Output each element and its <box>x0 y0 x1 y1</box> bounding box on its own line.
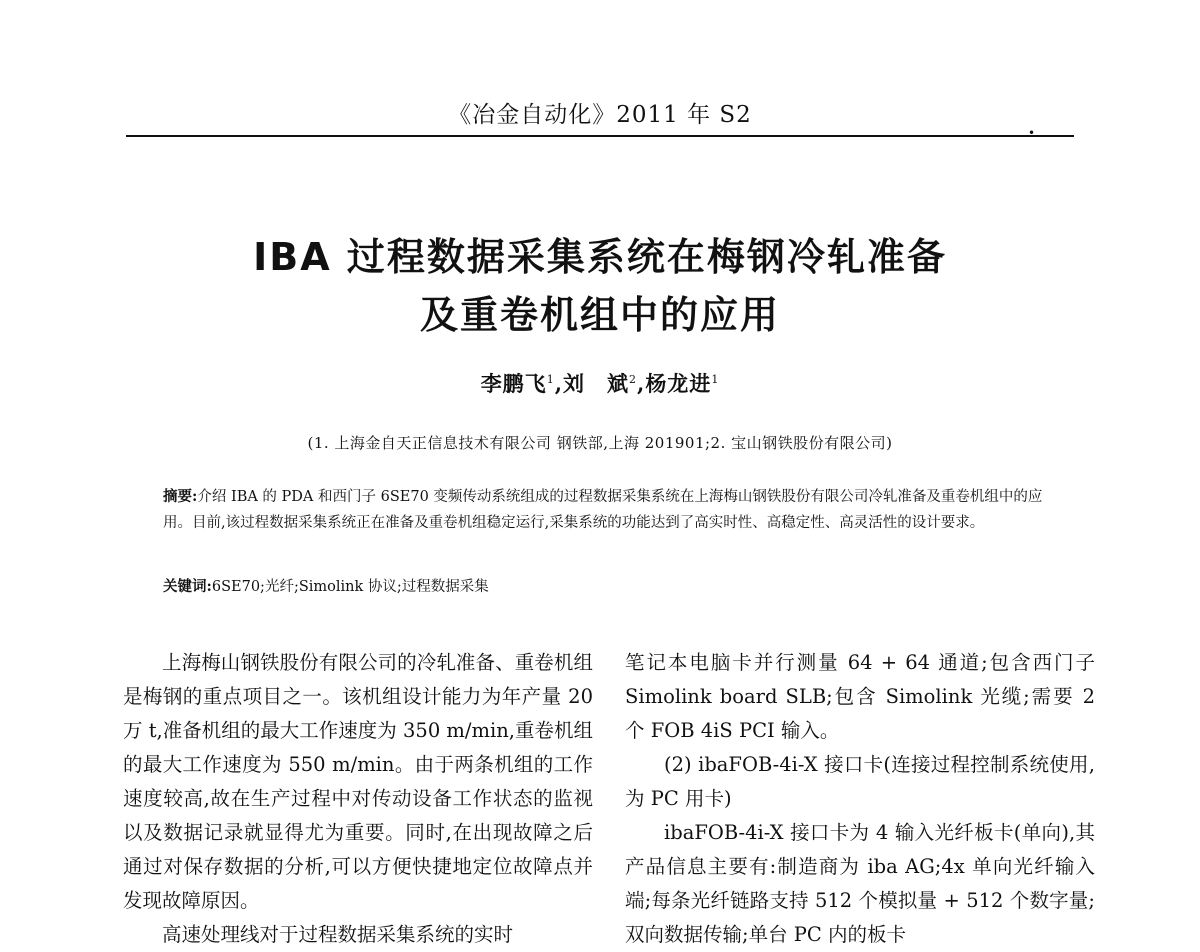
paper-title <box>0 228 1200 344</box>
author-affiliation-mark: 2 <box>629 373 637 386</box>
author-name: 杨龙进 <box>645 371 712 396</box>
author-affiliation-mark: 1 <box>711 373 720 386</box>
keywords-label: 关键词: <box>163 578 212 595</box>
body-paragraph: (2) ibaFOB-4i-X 接口卡(连接过程控制系统使用,为 PC 用卡) <box>625 753 1095 810</box>
author-affiliation-mark: 1 <box>546 373 555 386</box>
title-line-2: 及重卷机组中的应用 <box>419 293 780 337</box>
header-rule <box>126 135 1074 137</box>
author-name: 李鹏飞 <box>480 371 547 396</box>
body-paragraph: 笔记本电脑卡并行测量 64 + 64 通道;包含西门子 Simolink board SLB;包含 Simolink 光缆;需要 2 个 FOB 4iS PCI 输入。 <box>625 651 1095 742</box>
abstract-label: 摘要: <box>163 488 198 505</box>
title-line-1: IBA 过程数据采集系统在梅钢冷轧准备 <box>253 235 947 279</box>
header-dot: • <box>1028 126 1036 140</box>
journal-header: 《冶金自动化》2011 年 S2 <box>448 102 752 128</box>
keywords-text: 6SE70;光纤;Simolink 协议;过程数据采集 <box>211 579 489 595</box>
abstract <box>163 484 1043 536</box>
body-paragraph: ibaFOB-4i-X 接口卡为 4 输入光纤板卡(单向),其产品信息主要有:制造商为 iba AG;4x 单向光纤输入端;每条光纤链路支持 512 个模拟量 + 512 个数字量;双向数据传输;单台 PC 内的板卡 <box>625 821 1095 946</box>
body-paragraph: 高速处理线对于过程数据采集系统的实时 <box>162 923 514 946</box>
author-separator: , <box>554 371 563 396</box>
abstract-text: 介绍 IBA 的 PDA 和西门子 6SE70 变频传动系统组成的过程数据采集系统在上海梅山钢铁股份有限公司冷轧准备及重卷机组中的应用。目前,该过程数据采集系统正在准备及重卷机组稳定运行,采集系统的功能达到了高实时性、高稳定性、高灵活性的设计要求。 <box>163 489 1043 531</box>
author-separator: , <box>637 371 646 396</box>
author-list <box>0 368 1200 398</box>
body-paragraph: 上海梅山钢铁股份有限公司的冷轧准备、重卷机组是梅钢的重点项目之一。该机组设计能力为年产量 20 万 t,准备机组的最大工作速度为 350 m/min,重卷机组的最大工作速度为 550 m/min。由于两条机组的工作速度较高,故在生产过程中对传动设备工作状态的监视以及数据记录就显得尤为重要。同时,在出现故障之后通过对保存数据的分析,可以方便快捷地定位故障点并发现故障原因。 <box>123 651 593 912</box>
body-column-right <box>625 646 1095 952</box>
keywords <box>163 575 1043 596</box>
affiliation: (1. 上海金自天正信息技术有限公司 钢铁部,上海 201901;2. 宝山钢铁股份有限公司) <box>307 434 893 452</box>
author-name: 刘 斌 <box>563 371 629 396</box>
body-column-left <box>123 646 593 952</box>
